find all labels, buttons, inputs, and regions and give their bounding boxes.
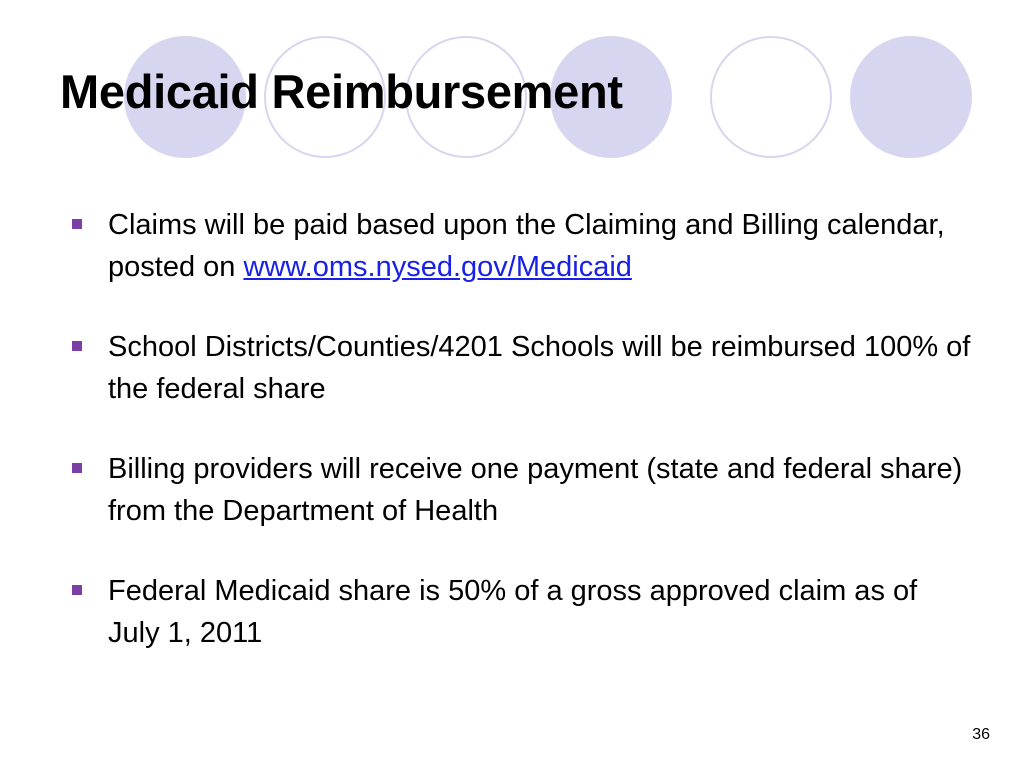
bullet-text: School Districts/Counties/4201 Schools will be reimbursed 100% of the federal share [108, 331, 971, 405]
bullet-list [72, 204, 972, 692]
decorative-circle-outline [710, 36, 832, 158]
bullet-item [72, 448, 972, 532]
square-bullet-icon [72, 585, 82, 595]
bullet-item [72, 570, 972, 654]
page-number: 36 [972, 726, 990, 743]
square-bullet-icon [72, 463, 82, 473]
decorative-circle-filled [850, 36, 972, 158]
bullet-item [72, 204, 972, 288]
bullet-text: Claims will be paid based upon the Claiming and Billing calendar, posted on [108, 209, 945, 283]
slide-title: Medicaid Reimbursement [60, 65, 623, 118]
medicaid-link[interactable]: www.oms.nysed.gov/Medicaid [243, 251, 632, 283]
square-bullet-icon [72, 219, 82, 229]
square-bullet-icon [72, 341, 82, 351]
bullet-text: Billing providers will receive one payment (state and federal share) from the Department of Health [108, 453, 963, 527]
bullet-item [72, 326, 972, 410]
bullet-text: Federal Medicaid share is 50% of a gross approved claim as of July 1, 2011 [108, 575, 918, 649]
